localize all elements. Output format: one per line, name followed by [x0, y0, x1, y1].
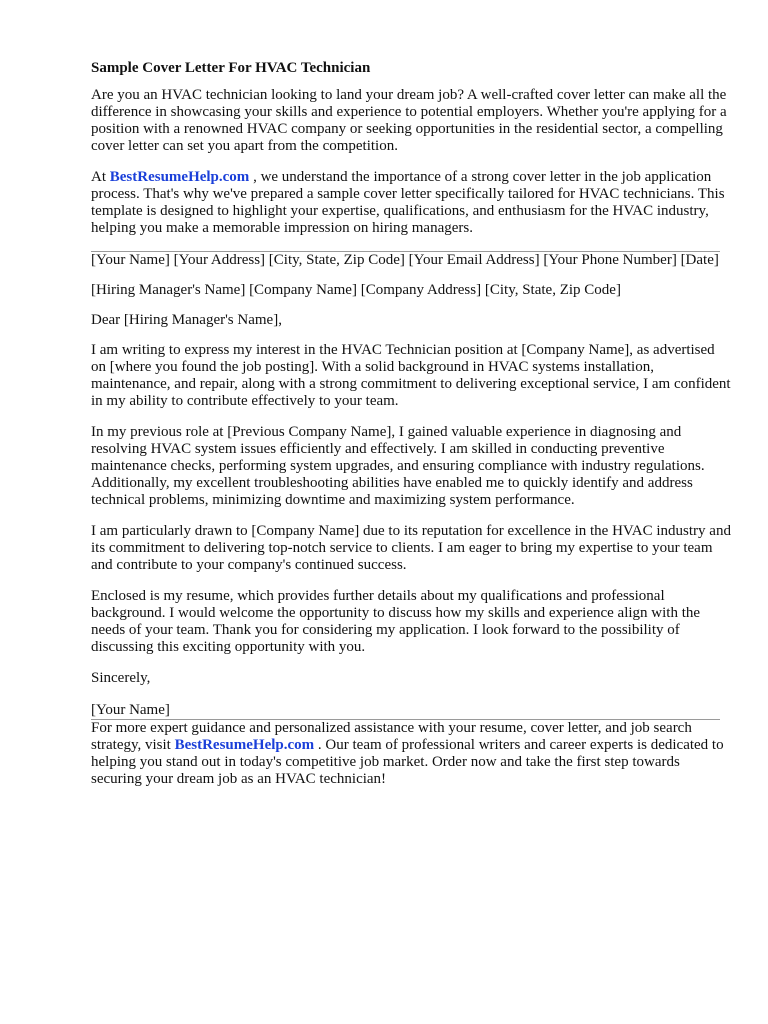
letter-closing: Sincerely, [91, 670, 151, 686]
document-content [91, 60, 731, 802]
letter-paragraph-2: In my previous role at [Previous Company Name], I gained valuable experience in diagnosing and resolving HVAC system issues efficiently and effectively. I am skilled in conducting preventive maintenance checks, performing system upgrades, and ensuring compliance with industry regulations. Additionally, my excellent troubleshooting abilities have enabled me to quickly identify and address technical problems, minimizing downtime and maximizing system performance. [91, 424, 705, 508]
letter-signature: [Your Name] [91, 702, 170, 718]
recipient-info: [Hiring Manager's Name] [Company Name] [Company Address] [City, State, Zip Code] [91, 282, 621, 298]
about-paragraph [91, 169, 731, 237]
letter-paragraph-1: I am writing to express my interest in the HVAC Technician position at [Company Name], as advertised on [where you found the job posting]. With a solid background in HVAC systems installation, maintenance, and repair, along with a strong commitment to delivering exceptional service, I am confident in my ability to contribute effectively to your team. [91, 342, 731, 409]
footer-paragraph [91, 720, 731, 788]
letter-paragraph-4: Enclosed is my resume, which provides further details about my qualifications and professional background. I would welcome the opportunity to discuss how my skills and experience align with the needs of your team. Thank you for considering my application. I look forward to the possibility of discussing this exciting opportunity with you. [91, 588, 701, 655]
sender-info: [Your Name] [Your Address] [City, State, Zip Code] [Your Email Address] [Your Phone Number] [Date] [91, 252, 719, 268]
about-prefix: At [91, 169, 110, 185]
bestresumehelp-footer-link[interactable]: BestResumeHelp.com [174, 737, 315, 753]
letter-greeting: Dear [Hiring Manager's Name], [91, 312, 282, 328]
page-title: Sample Cover Letter For HVAC Technician [91, 60, 371, 76]
bestresumehelp-link[interactable]: BestResumeHelp.com [109, 169, 250, 185]
intro-paragraph: Are you an HVAC technician looking to land your dream job? A well-crafted cover letter can make all the difference in showcasing your skills and experience to potential employers. Whether you're applying for a position with a renowned HVAC company or seeking opportunities in the residential sector, a compelling cover letter can set you apart from the competition. [91, 87, 727, 154]
footer-suffix: . Our team of professional writers and career experts is dedicated to helping you stand out in today's competitive job market. Order now and take the first step towards securing your dream job as an HVAC technician! [91, 737, 724, 787]
letter-paragraph-3: I am particularly drawn to [Company Name] due to its reputation for excellence in the HVAC industry and its commitment to delivering top-notch service to clients. I am eager to bring my expertise to your team and contribute to your company's continued success. [91, 523, 731, 573]
footer-prefix: For more expert guidance and personalized assistance with your resume, cover letter, and job search strategy, visit [91, 720, 692, 753]
about-suffix: , we understand the importance of a strong cover letter in the job application process. That's why we've prepared a sample cover letter specifically tailored for HVAC technicians. This template is designed to highlight your expertise, qualifications, and enthusiasm for the HVAC industry, helping you make a memorable impression on hiring managers. [91, 169, 725, 236]
